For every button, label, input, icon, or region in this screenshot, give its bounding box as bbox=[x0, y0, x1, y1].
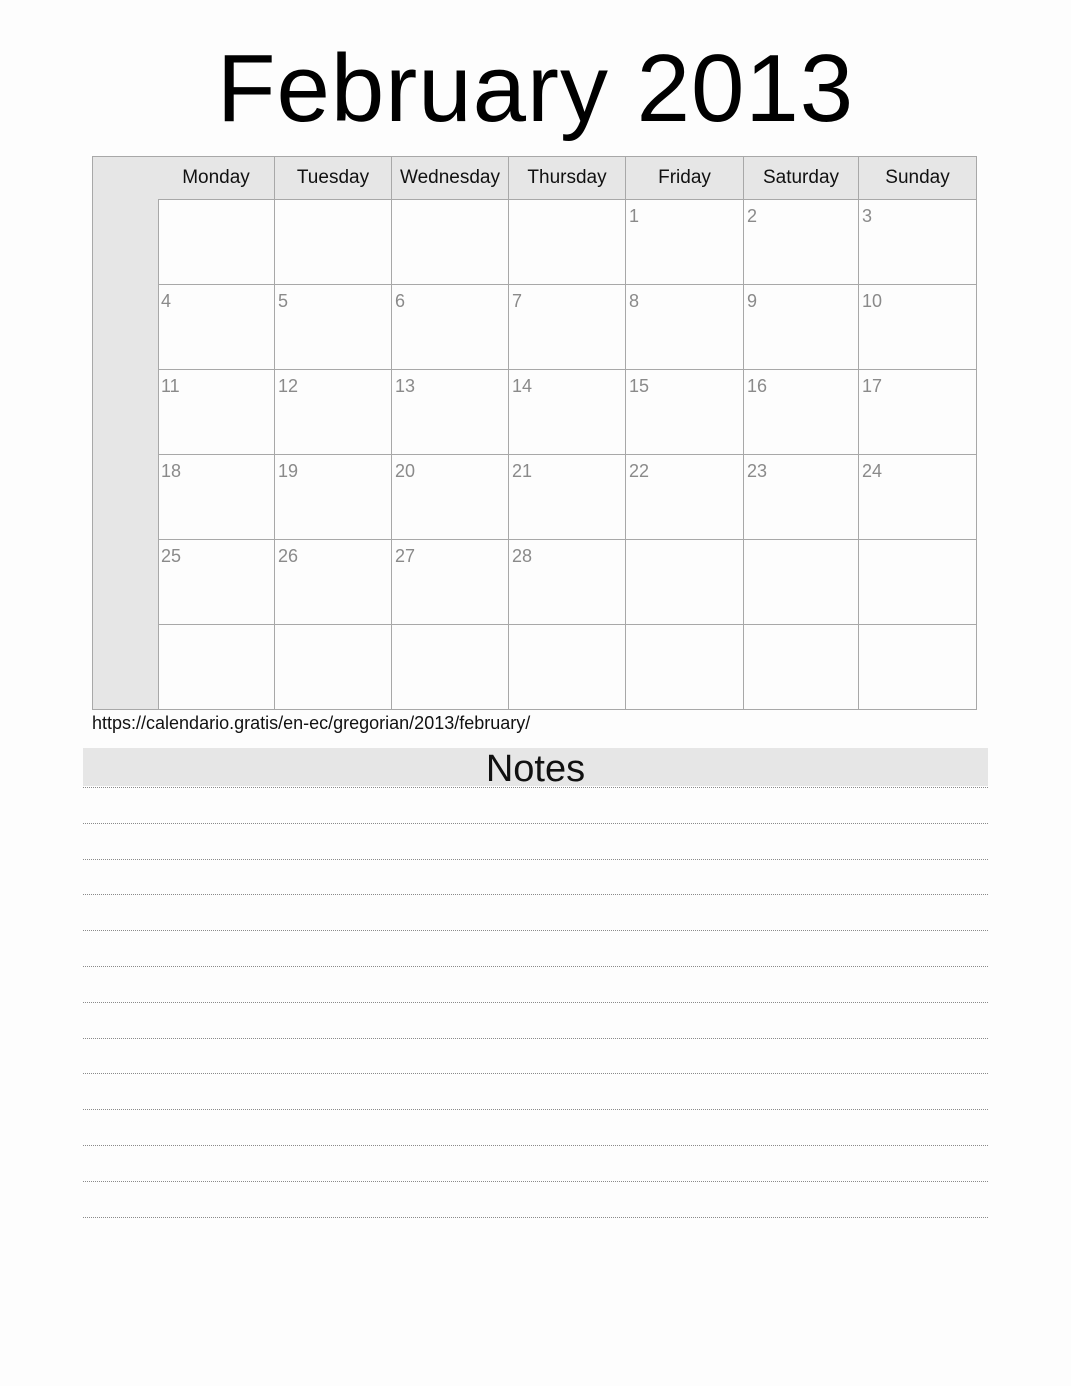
day-number: 28 bbox=[512, 546, 533, 566]
day-number: 9 bbox=[747, 291, 758, 311]
day-cell[interactable] bbox=[392, 370, 509, 455]
weekday-header-row bbox=[158, 157, 976, 200]
weekday-header-wednesday: Wednesday bbox=[392, 157, 509, 199]
day-cell[interactable] bbox=[392, 455, 509, 540]
day-cell[interactable] bbox=[158, 200, 275, 285]
day-cell[interactable] bbox=[859, 455, 976, 540]
day-cell[interactable] bbox=[859, 540, 976, 625]
day-number: 20 bbox=[395, 461, 416, 481]
day-number: 27 bbox=[395, 546, 416, 566]
weekday-header-tuesday: Tuesday bbox=[275, 157, 392, 199]
day-cell[interactable] bbox=[744, 370, 859, 455]
weekday-header-saturday: Saturday bbox=[744, 157, 859, 199]
day-cell[interactable] bbox=[392, 200, 509, 285]
weekday-header-monday: Monday bbox=[158, 157, 275, 199]
day-number: 6 bbox=[395, 291, 406, 311]
day-cell[interactable] bbox=[275, 540, 392, 625]
note-line bbox=[83, 1109, 988, 1110]
day-number: 3 bbox=[862, 206, 873, 226]
day-number: 19 bbox=[278, 461, 299, 481]
day-number: 8 bbox=[629, 291, 640, 311]
day-number: 2 bbox=[747, 206, 758, 226]
day-cell[interactable] bbox=[744, 625, 859, 710]
day-cell[interactable] bbox=[626, 370, 744, 455]
note-line bbox=[83, 859, 988, 860]
day-cell[interactable] bbox=[626, 285, 744, 370]
day-cell[interactable] bbox=[158, 455, 275, 540]
day-cell[interactable] bbox=[275, 285, 392, 370]
day-cell[interactable] bbox=[392, 285, 509, 370]
day-cell[interactable] bbox=[626, 625, 744, 710]
day-cell[interactable] bbox=[509, 285, 626, 370]
day-cell[interactable] bbox=[158, 285, 275, 370]
day-number: 16 bbox=[747, 376, 768, 396]
day-cell[interactable] bbox=[275, 200, 392, 285]
day-cell[interactable] bbox=[392, 540, 509, 625]
note-line bbox=[83, 1145, 988, 1146]
day-cell[interactable] bbox=[626, 540, 744, 625]
day-cell[interactable] bbox=[158, 625, 275, 710]
day-number: 4 bbox=[161, 291, 172, 311]
note-line bbox=[83, 1038, 988, 1039]
note-line bbox=[83, 787, 988, 788]
day-cell[interactable] bbox=[392, 625, 509, 710]
day-cell[interactable] bbox=[509, 540, 626, 625]
note-line bbox=[83, 894, 988, 895]
weekday-header-sunday: Sunday bbox=[885, 167, 950, 188]
day-cell[interactable] bbox=[859, 370, 976, 455]
notes-heading: Notes bbox=[83, 748, 988, 786]
source-url: https://calendario.gratis/en-ec/gregorian/2013/february/ bbox=[92, 713, 531, 733]
weekday-header-friday: Friday bbox=[626, 157, 744, 199]
day-cell[interactable] bbox=[859, 625, 976, 710]
day-cell[interactable] bbox=[275, 625, 392, 710]
day-number: 21 bbox=[512, 461, 533, 481]
day-number: 12 bbox=[278, 376, 299, 396]
note-line bbox=[83, 1073, 988, 1074]
note-line bbox=[83, 1181, 988, 1182]
day-cell[interactable] bbox=[275, 370, 392, 455]
week-number-column bbox=[93, 157, 159, 709]
day-number: 17 bbox=[862, 376, 883, 396]
calendar-title: February 2013 bbox=[216, 35, 855, 142]
note-line bbox=[83, 1217, 988, 1218]
day-cell[interactable] bbox=[626, 200, 744, 285]
day-grid bbox=[158, 157, 976, 709]
day-cell[interactable] bbox=[509, 370, 626, 455]
day-number: 22 bbox=[629, 461, 650, 481]
note-line bbox=[83, 1002, 988, 1003]
day-cell[interactable] bbox=[509, 200, 626, 285]
day-number: 25 bbox=[161, 546, 182, 566]
day-cell[interactable] bbox=[859, 200, 976, 285]
day-number: 11 bbox=[161, 376, 180, 396]
day-cell[interactable] bbox=[275, 455, 392, 540]
day-number: 13 bbox=[395, 376, 416, 396]
day-cell[interactable] bbox=[509, 455, 626, 540]
note-line bbox=[83, 823, 988, 824]
day-number: 24 bbox=[862, 461, 883, 481]
note-line bbox=[83, 966, 988, 967]
day-cell[interactable] bbox=[744, 540, 859, 625]
day-number: 14 bbox=[512, 376, 533, 396]
day-number: 1 bbox=[629, 206, 640, 226]
day-cell[interactable] bbox=[158, 540, 275, 625]
day-number: 26 bbox=[278, 546, 299, 566]
calendar-grid bbox=[92, 156, 977, 710]
day-cell[interactable] bbox=[158, 370, 275, 455]
day-number: 15 bbox=[629, 376, 650, 396]
weekday-header-thursday: Thursday bbox=[509, 157, 626, 199]
day-cell[interactable] bbox=[509, 625, 626, 710]
day-cell[interactable] bbox=[859, 285, 976, 370]
day-number: 23 bbox=[747, 461, 768, 481]
day-number: 7 bbox=[512, 291, 523, 311]
day-cell[interactable] bbox=[626, 455, 744, 540]
day-cell[interactable] bbox=[744, 200, 859, 285]
day-cell[interactable] bbox=[744, 285, 859, 370]
day-cell[interactable] bbox=[744, 455, 859, 540]
day-number: 18 bbox=[161, 461, 182, 481]
day-number: 5 bbox=[278, 291, 289, 311]
day-number: 10 bbox=[862, 291, 883, 311]
note-line bbox=[83, 930, 988, 931]
